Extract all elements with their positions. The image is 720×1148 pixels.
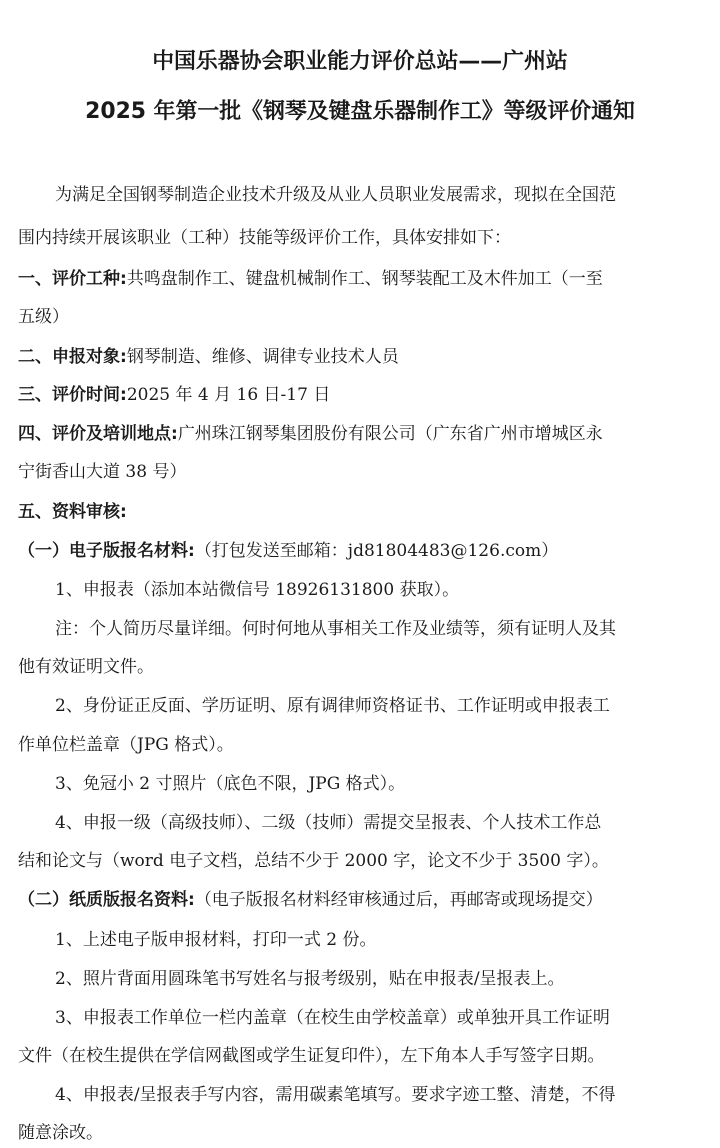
section-1-continued: 五级） [18,307,69,327]
paper-item-3-line-2: 文件（在校生提供在学信网截图或学生证复印件），左下角本人手写签字日期。 [18,1046,605,1066]
electronic-item-2-line-2: 作单位栏盖章（JPG 格式）。 [18,735,234,755]
electronic-materials [18,536,558,561]
note-line-2: 他有效证明文件。 [18,657,154,677]
section-5-label: 五、资料审核: [18,502,127,522]
section-4-label: 四、评价及培训地点: [18,424,178,444]
intro-line-1: 为满足全国钢琴制造企业技术升级及从业人员职业发展需求，现拟在全国范 [55,185,616,205]
electronic-item-4-line-2: 结和论文与（word 电子文档，总结不少于 2000 字，论文不少于 3500 字）。 [18,851,609,871]
title-line-2: 2025 年第一批《钢琴及键盘乐器制作工》等级评价通知 [85,99,635,124]
section-2 [18,342,399,367]
section-3-label: 三、评价时间: [18,385,127,405]
note-line-1: 注：个人简历尽量详细。何时何地从事相关工作及业绩等，须有证明人及其 [55,619,616,639]
paper-item-1: 1、上述电子版申报材料，打印一式 2 份。 [55,930,377,950]
title-line-1: 中国乐器协会职业能力评价总站——广州站 [152,49,568,74]
electronic-item-2-line-1: 2、身份证正反面、学历证明、原有调律师资格证书、工作证明或申报表工 [55,696,610,716]
electronic-item-4-line-1: 4、申报一级（高级技师）、二级（技师）需提交呈报表、个人技术工作总 [55,813,602,833]
section-4 [18,419,603,444]
section-1-text: 共鸣盘制作工、键盘机械制作工、钢琴装配工及木件加工（一至 [126,269,603,289]
section-1 [18,264,603,289]
section-1-label: 一、评价工种: [18,269,127,289]
intro-line-2: 围内持续开展该职业（工种）技能等级评价工作，具体安排如下： [18,228,511,248]
section-2-label: 二、申报对象: [18,347,127,367]
paper-item-2: 2、照片背面用圆珠笔书写姓名与报考级别，贴在申报表/呈报表上。 [55,969,565,989]
paper-item-4-line-2: 随意涂改。 [18,1123,103,1143]
section-3 [18,380,330,405]
section-4-text: 广州珠江钢琴集团股份有限公司（广东省广州市增城区永 [177,424,603,444]
electronic-text: （打包发送至邮箱：jd81804483@126.com） [194,541,559,561]
paper-label: （二）纸质版报名资料: [18,890,195,910]
paper-text: （电子版报名材料经审核通过后，再邮寄或现场提交） [194,890,603,910]
electronic-item-3: 3、免冠小 2 寸照片（底色不限，JPG 格式）。 [55,774,406,794]
paper-item-4-line-1: 4、申报表/呈报表手写内容，需用碳素笔填写。要求字迹工整、清楚，不得 [55,1085,616,1105]
section-3-text: 2025 年 4 月 16 日-17 日 [126,385,331,405]
paper-materials [18,885,603,910]
section-2-text: 钢琴制造、维修、调律专业技术人员 [126,347,399,367]
section-4-continued: 宁街香山大道 38 号） [18,462,187,482]
electronic-item-1: 1、申报表（添加本站微信号 18926131800 获取）。 [55,580,460,600]
electronic-label: （一）电子版报名材料: [18,541,195,561]
paper-item-3-line-1: 3、申报表工作单位一栏内盖章（在校生由学校盖章）或单独开具工作证明 [55,1008,610,1028]
